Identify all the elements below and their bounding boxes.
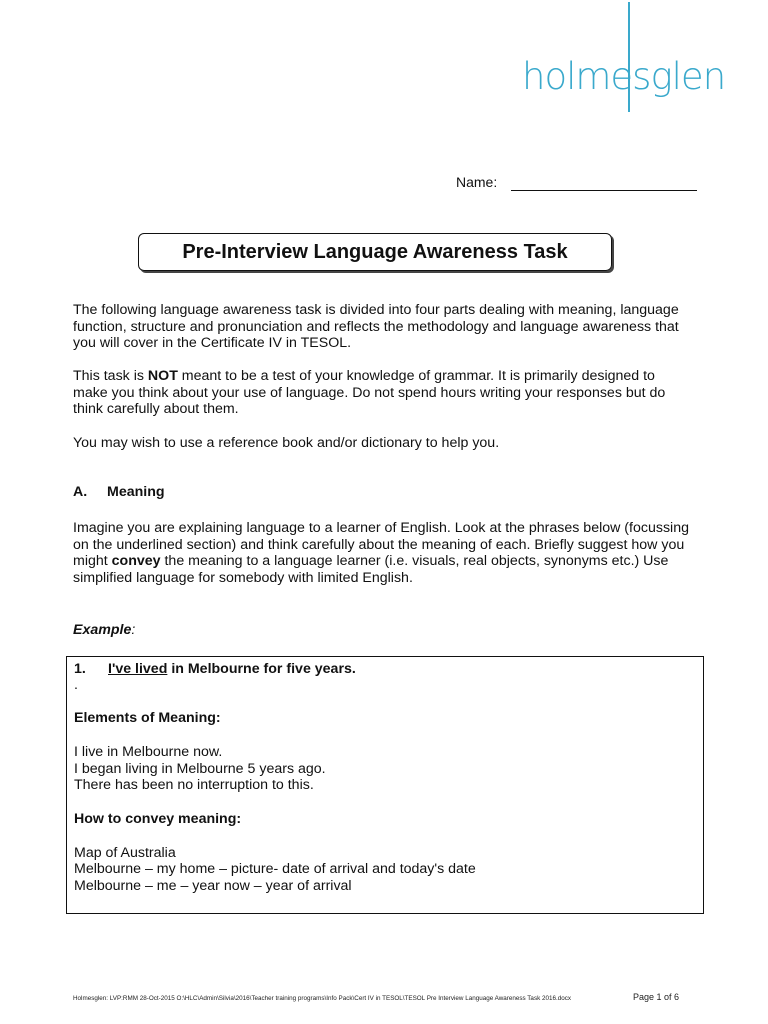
page-number: Page 1 of 6	[633, 992, 680, 1002]
section-a-instructions: Imagine you are explaining language to a learner of English. Look at the phrases below (focussing on the underlined section) and think carefully about the meaning of each. Briefly suggest how you might convey the meaning to a language learner (i.e. visuals, real objects, synonyms etc.) Use simplified language for somebody with limited English.	[73, 520, 689, 586]
elements-heading: Elements of Meaning:	[74, 710, 221, 726]
intro-paragraph-3: You may wish to use a reference book and/or dictionary to help you.	[73, 435, 500, 451]
element-item: I began living in Melbourne 5 years ago.	[74, 761, 326, 777]
element-item: I live in Melbourne now.	[74, 744, 223, 760]
intro-paragraph-1: The following language awareness task is divided into four parts dealing with meaning, language function, structure and pronunciation and reflects the methodology and language awareness that you will cover in the Certificate IV in TESOL.	[73, 302, 679, 352]
holmesglen-logo	[510, 0, 726, 120]
convey-item: Melbourne – me – year now – year of arrival	[74, 878, 352, 894]
underlined-phrase: I've lived	[108, 661, 168, 677]
name-label: Name:	[456, 174, 498, 190]
page-title: Pre-Interview Language Awareness Task	[182, 240, 568, 263]
convey-emphasis: convey	[111, 553, 161, 570]
example-dot: .	[74, 677, 78, 693]
logo-text: holmesglen	[522, 55, 726, 98]
example-box	[66, 656, 704, 914]
footer-path: Holmesglen: LVP:RMM 28-Oct-2015 O:\HLC\Admin\Silvia\2016\Teacher training programs\Info Pack\Cert IV in TESOL\TESOL Pre Interview Language Awareness Task 2016.docx	[73, 995, 572, 1002]
intro-paragraph-2: This task is NOT meant to be a test of your knowledge of grammar. It is primarily designed to make you think about your use of language. Do not spend hours writing your responses but do think carefully about them.	[73, 368, 666, 418]
convey-heading: How to convey meaning:	[74, 811, 242, 827]
name-field-line[interactable]	[511, 190, 697, 191]
section-a-heading: A. Meaning	[73, 484, 165, 500]
not-emphasis: NOT	[147, 368, 178, 384]
element-item: There has been no interruption to this.	[74, 777, 314, 793]
convey-item: Melbourne – my home – picture- date of arrival and today's date	[74, 861, 476, 877]
title-box	[138, 233, 612, 271]
example-sentence: 1. I've lived in Melbourne for five years.	[74, 661, 356, 677]
example-label: Example:	[73, 622, 136, 638]
convey-item: Map of Australia	[74, 845, 176, 861]
